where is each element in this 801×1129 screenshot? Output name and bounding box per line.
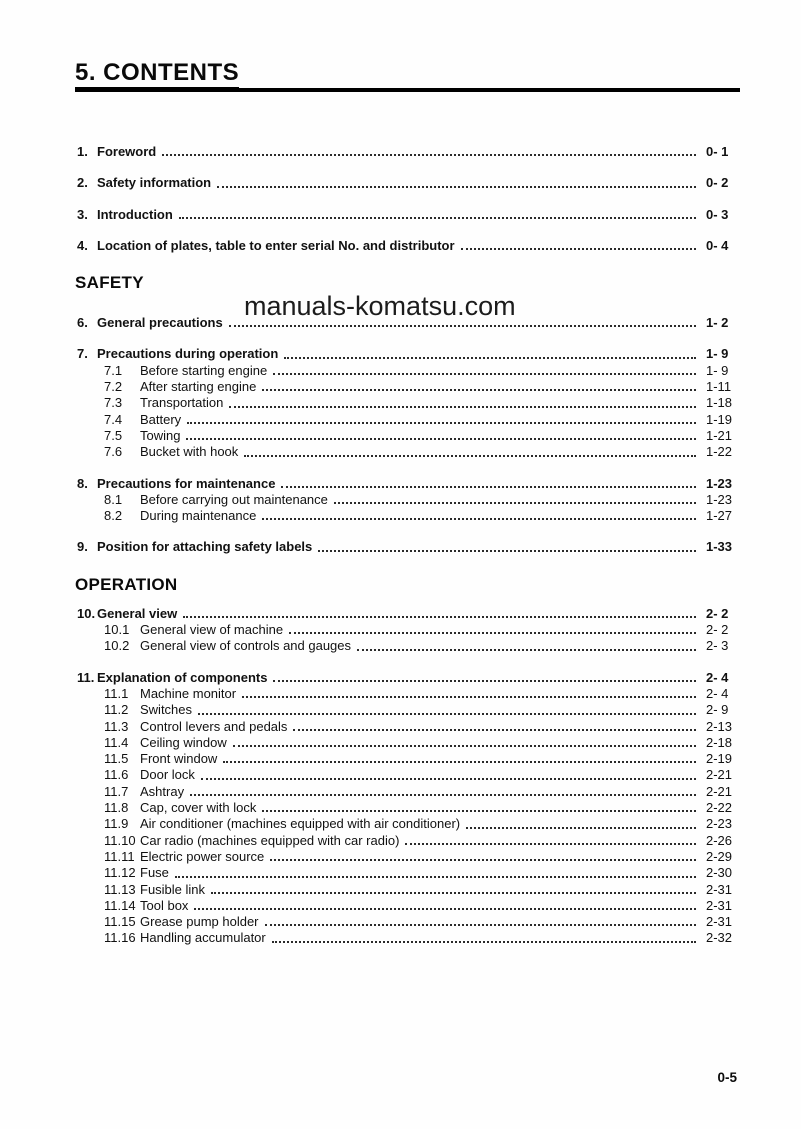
entry-number: 8.2 [104, 508, 123, 524]
entry-number: 10.1 [104, 622, 130, 638]
toc-group [75, 346, 740, 460]
entry-page-number: 2-18 [706, 734, 733, 750]
page-title: 5. CONTENTS [75, 60, 239, 90]
toc-entry [75, 638, 740, 654]
entry-number: 7.6 [104, 444, 123, 460]
entry-label: Control levers and pedals [140, 718, 288, 734]
toc-group [75, 606, 740, 655]
entry-page-number: 0- 3 [706, 206, 729, 222]
entry-number: 11.1 [104, 685, 129, 701]
toc-entry [75, 914, 740, 930]
entry-number: 7.3 [104, 395, 123, 411]
entry-leader-dots [334, 502, 696, 504]
entry-page-number: 2-21 [706, 783, 733, 799]
entry-page-number: 2- 4 [706, 669, 729, 685]
toc-entry [75, 379, 740, 395]
toc-entry [75, 539, 740, 555]
toc-group [75, 539, 740, 555]
toc-entry [75, 686, 740, 702]
table-of-contents [75, 144, 740, 947]
entry-number: 7. [77, 346, 88, 362]
toc-entry [75, 816, 740, 832]
entry-page-number: 0- 1 [706, 144, 729, 159]
entry-label: General precautions [97, 315, 223, 331]
entry-label: Precautions for maintenance [97, 475, 276, 491]
entry-number: 11.7 [104, 783, 129, 799]
entry-leader-dots [198, 713, 696, 715]
entry-label: General view of machine [140, 622, 284, 638]
entry-page-number: 2-31 [706, 897, 733, 913]
section-heading: SAFETY [75, 273, 144, 293]
entry-number: 3. [77, 206, 88, 222]
entry-label: Bucket with hook [140, 444, 239, 460]
entry-number: 9. [77, 539, 88, 555]
entry-leader-dots [233, 745, 696, 747]
entry-label: General view of controls and gauges [140, 638, 352, 654]
entry-page-number: 2-31 [706, 881, 733, 897]
entry-leader-dots [190, 794, 696, 796]
toc-content [75, 60, 740, 962]
entry-page-number: 1-19 [706, 411, 733, 427]
entry-label: Introduction [97, 206, 173, 222]
entry-number: 11.10 [104, 832, 136, 848]
toc-entry [75, 784, 740, 800]
entry-page-number: 2- 2 [706, 605, 729, 621]
entry-number: 11.12 [104, 865, 136, 881]
entry-page-number: 2-22 [706, 800, 733, 816]
entry-leader-dots [186, 438, 696, 440]
entry-label: Safety information [97, 175, 212, 191]
toc-group [75, 207, 740, 223]
entry-leader-dots [262, 810, 696, 812]
entry-leader-dots [194, 908, 696, 910]
entry-number: 11.2 [104, 702, 129, 718]
entry-label: Foreword [97, 144, 157, 159]
entry-number: 7.1 [104, 362, 123, 378]
toc-entry [75, 412, 740, 428]
entry-page-number: 0- 4 [706, 237, 729, 253]
entry-leader-dots [293, 729, 696, 731]
entry-leader-dots [281, 486, 696, 488]
entry-number: 11.8 [104, 800, 129, 816]
entry-label: Car radio (machines equipped with car radio) [140, 832, 400, 848]
toc-entry [75, 670, 740, 686]
section-heading: OPERATION [75, 574, 178, 594]
entry-label: Tool box [140, 897, 189, 913]
entry-number: 4. [77, 237, 88, 253]
toc-entry [75, 702, 740, 718]
entry-label: Position for attaching safety labels [97, 539, 313, 555]
entry-page-number: 1-27 [706, 508, 733, 524]
toc-entry [75, 849, 740, 865]
entry-leader-dots [262, 389, 696, 391]
toc-entry [75, 833, 740, 849]
entry-label: Machine monitor [140, 685, 237, 701]
entry-page-number: 2-30 [706, 865, 733, 881]
entry-label: Handling accumulator [140, 930, 266, 946]
toc-entry [75, 238, 740, 254]
toc-group [75, 476, 740, 525]
watermark: manuals-komatsu.com [244, 291, 516, 321]
toc-entry [75, 492, 740, 508]
entry-number: 11.14 [104, 897, 136, 913]
entry-page-number: 1-33 [706, 539, 733, 555]
toc-group [75, 238, 740, 254]
toc-entry [75, 606, 740, 622]
entry-label: Fuse [140, 865, 169, 881]
entry-number: 11.3 [104, 718, 129, 734]
entry-number: 7.5 [104, 427, 123, 443]
entry-leader-dots [187, 422, 696, 424]
toc-entry [75, 476, 740, 492]
entry-page-number: 2- 2 [706, 622, 729, 638]
entry-page-number: 1-11 [706, 379, 732, 395]
entry-page-number: 0- 2 [706, 175, 729, 191]
entry-number: 8.1 [104, 491, 123, 507]
entry-page-number: 1- 9 [706, 362, 729, 378]
entry-number: 11.5 [104, 751, 129, 767]
entry-number: 11.6 [104, 767, 129, 783]
entry-number: 11.9 [104, 816, 129, 832]
entry-page-number: 2- 3 [706, 638, 729, 654]
entry-label: General view [97, 605, 178, 621]
entry-page-number: 1-18 [706, 395, 733, 411]
entry-page-number: 1- 2 [706, 315, 729, 331]
entry-page-number: 2-31 [706, 914, 733, 930]
entry-number: 6. [77, 315, 88, 331]
toc-entry [75, 882, 740, 898]
entry-leader-dots [201, 778, 696, 780]
entry-label: Air conditioner (machines equipped with air conditioner) [140, 816, 461, 832]
entry-page-number: 2- 4 [706, 685, 729, 701]
toc-section [75, 576, 740, 947]
entry-number: 11.15 [104, 914, 136, 930]
toc-section [75, 144, 740, 254]
entry-label: Before carrying out maintenance [140, 491, 328, 507]
entry-number: 11. [77, 669, 95, 685]
toc-entry [75, 767, 740, 783]
entry-leader-dots [272, 941, 696, 943]
entry-leader-dots [242, 696, 696, 698]
toc-entry [75, 444, 740, 460]
entry-leader-dots [318, 550, 696, 552]
toc-entry [75, 865, 740, 881]
entry-leader-dots [183, 616, 696, 618]
toc-entry [75, 930, 740, 946]
entry-label: Switches [140, 702, 193, 718]
entry-page-number: 2-29 [706, 848, 733, 864]
entry-label: Door lock [140, 767, 195, 783]
entry-number: 2. [77, 175, 88, 191]
entry-leader-dots [270, 859, 696, 861]
entry-leader-dots [229, 325, 696, 327]
entry-page-number: 2-23 [706, 816, 733, 832]
entry-label: Before starting engine [140, 362, 268, 378]
entry-number: 11.4 [104, 734, 129, 750]
toc-entry [75, 207, 740, 223]
entry-label: During maintenance [140, 508, 257, 524]
entry-label: Towing [140, 427, 181, 443]
entry-leader-dots [405, 843, 696, 845]
entry-number: 10.2 [104, 638, 130, 654]
toc-group [75, 670, 740, 947]
toc-entry [75, 735, 740, 751]
entry-number: 8. [77, 475, 88, 491]
entry-number: 10. [77, 605, 96, 621]
entry-number: 1. [77, 144, 88, 159]
entry-label: Transportation [140, 395, 224, 411]
entry-label: Explanation of components [97, 669, 268, 685]
entry-label: Grease pump holder [140, 914, 259, 930]
toc-entry [75, 800, 740, 816]
entry-label: Electric power source [140, 848, 265, 864]
toc-entry [75, 144, 740, 160]
toc-entry [75, 898, 740, 914]
toc-entry [75, 751, 740, 767]
entry-leader-dots [461, 248, 696, 250]
entry-page-number: 2-13 [706, 718, 733, 734]
entry-label: After starting engine [140, 379, 257, 395]
entry-page-number: 1-23 [706, 491, 733, 507]
entry-page-number: 2-21 [706, 767, 733, 783]
toc-entry [75, 428, 740, 444]
entry-label: Location of plates, table to enter serial No. and distributor [97, 237, 455, 253]
entry-leader-dots [262, 518, 696, 520]
entry-leader-dots [273, 373, 696, 375]
entry-label: Front window [140, 751, 218, 767]
entry-label: Fusible link [140, 881, 206, 897]
entry-page-number: 2- 9 [706, 702, 729, 718]
toc-entry [75, 395, 740, 411]
entry-page-number: 2-26 [706, 832, 733, 848]
entry-page-number: 2-32 [706, 930, 733, 946]
entry-page-number: 1-23 [706, 475, 733, 491]
page-number: 0-5 [717, 1070, 737, 1085]
entry-leader-dots [244, 455, 696, 457]
entry-leader-dots [357, 649, 696, 651]
entry-label: Ashtray [140, 783, 185, 799]
toc-entry [75, 346, 740, 362]
entry-number: 7.2 [104, 379, 123, 395]
entry-leader-dots [273, 680, 696, 682]
entry-leader-dots [265, 924, 696, 926]
entry-page-number: 2-19 [706, 751, 733, 767]
entry-label: Precautions during operation [97, 346, 279, 362]
entry-page-number: 1-22 [706, 444, 733, 460]
entry-label: Ceiling window [140, 734, 227, 750]
toc-entry [75, 622, 740, 638]
entry-leader-dots [223, 761, 696, 763]
entry-leader-dots [175, 876, 696, 878]
entry-page-number: 1-21 [706, 427, 733, 443]
toc-entry [75, 508, 740, 524]
toc-entry [75, 363, 740, 379]
entry-leader-dots [229, 406, 696, 408]
entry-leader-dots [162, 154, 696, 156]
entry-number: 11.11 [104, 848, 135, 864]
entry-label: Cap, cover with lock [140, 800, 257, 816]
entry-number: 11.16 [104, 930, 136, 946]
entry-leader-dots [289, 632, 696, 634]
entry-leader-dots [466, 827, 696, 829]
entry-page-number: 1- 9 [706, 346, 729, 362]
toc-group [75, 175, 740, 191]
entry-label: Battery [140, 411, 182, 427]
entry-number: 7.4 [104, 411, 123, 427]
entry-number: 11.13 [104, 881, 136, 897]
toc-group [75, 144, 740, 160]
entry-leader-dots [211, 892, 696, 894]
entry-leader-dots [284, 357, 696, 359]
entry-leader-dots [179, 217, 696, 219]
entry-leader-dots [217, 186, 696, 188]
toc-entry [75, 719, 740, 735]
toc-entry [75, 175, 740, 191]
